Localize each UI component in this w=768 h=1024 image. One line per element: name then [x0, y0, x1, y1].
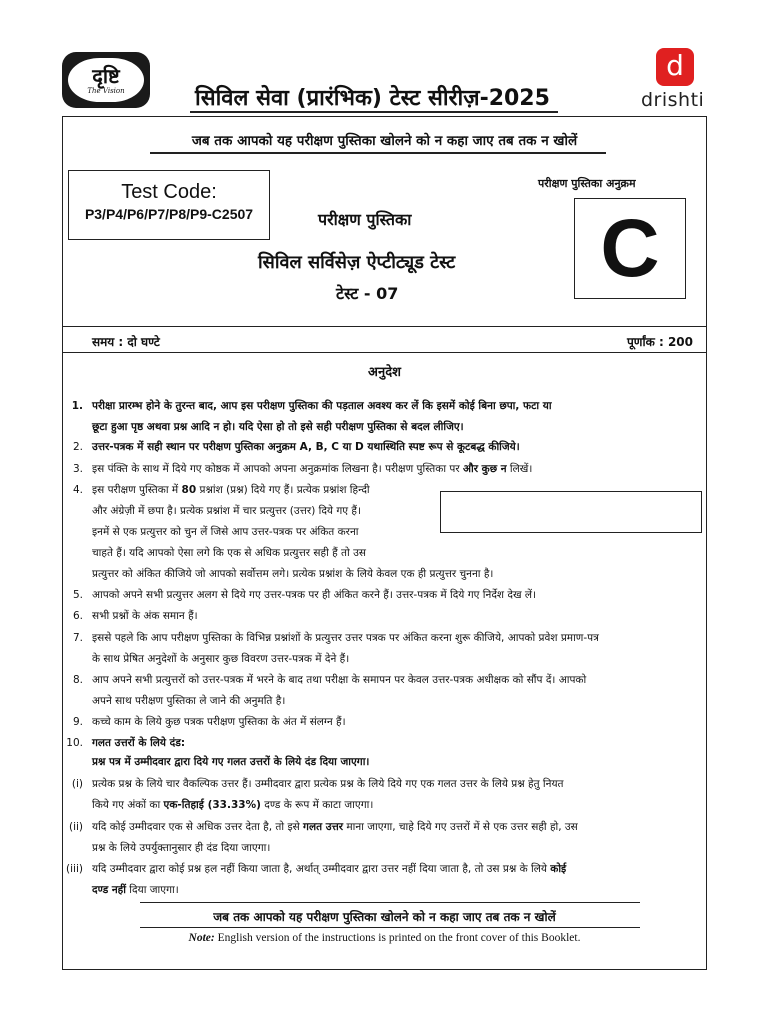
brand-name: drishti — [641, 89, 705, 111]
test-code-value: P3/P4/P6/P7/P8/P9-C2507 — [84, 206, 254, 222]
test-code-box — [68, 170, 270, 240]
booklet-title: परीक्षण पुस्तिका — [318, 210, 412, 229]
divider — [140, 902, 640, 903]
drishti-app-icon — [656, 48, 694, 86]
series-label: परीक्षण पुस्तिका अनुक्रम — [538, 177, 636, 190]
warning-underline — [150, 152, 606, 154]
logo-text: दृष्टि — [92, 63, 120, 88]
logo-tagline: The Vision — [87, 86, 125, 95]
divider — [140, 927, 640, 928]
drishti-logo-badge — [62, 52, 150, 108]
warning-top: जब तक आपको यह परीक्षण पुस्तिका खोलने को न कहा जाए तब तक न खोलें — [191, 133, 578, 149]
series-box — [574, 198, 686, 299]
divider — [62, 326, 707, 327]
title-underline — [190, 111, 558, 113]
app-icon-letter: d — [666, 49, 684, 82]
english-note: Note: English version of the instructions is printed on the front cover of this Booklet. — [188, 932, 581, 944]
instructions-heading: अनुदेश — [368, 365, 401, 380]
subject-title: सिविल सर्विसेज़ ऐप्टीट्यूड टेस्ट — [258, 252, 456, 273]
series-letter: C — [600, 203, 660, 294]
roll-number-box[interactable] — [440, 491, 702, 533]
page-title: सिविल सेवा (प्रारंभिक) टेस्ट सीरीज़-2025 — [195, 86, 550, 111]
warning-bottom: जब तक आपको यह परीक्षण पुस्तिका खोलने को न कहा जाए तब तक न खोलें — [213, 910, 556, 924]
max-marks: पूर्णांक : 200 — [626, 335, 693, 349]
test-code-label: Test Code: — [121, 181, 217, 203]
divider — [62, 352, 707, 353]
test-number: टेस्ट - 07 — [336, 284, 399, 303]
exam-time: समय : दो घण्टे — [92, 335, 160, 349]
